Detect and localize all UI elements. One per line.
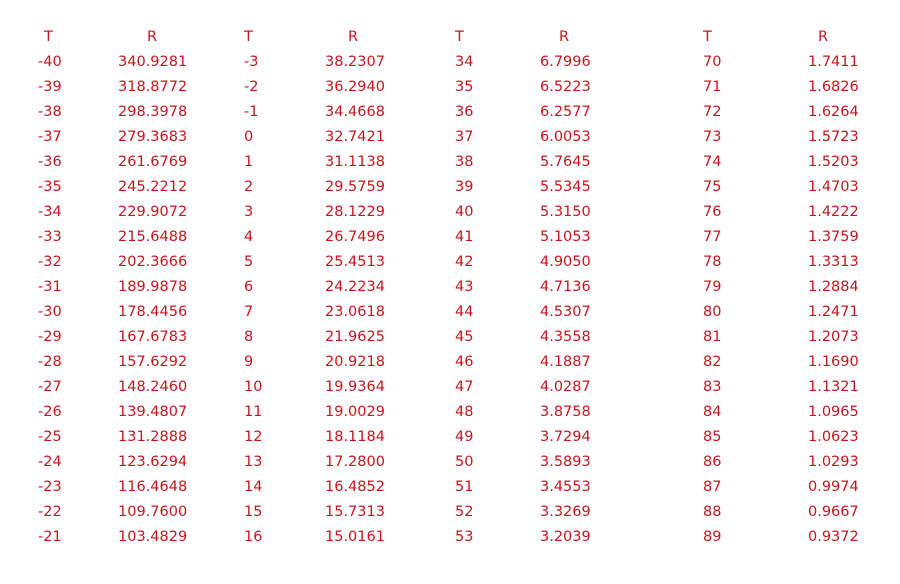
resistance-cell: 20.9218 <box>325 354 385 370</box>
temperature-cell: 37 <box>455 129 474 145</box>
temperature-cell: 52 <box>455 504 474 520</box>
temperature-cell: -35 <box>38 179 62 195</box>
resistance-cell: 32.7421 <box>325 129 385 145</box>
resistance-cell: 4.5307 <box>540 304 591 320</box>
temperature-cell: 41 <box>455 229 474 245</box>
resistance-cell: 31.1138 <box>325 154 385 170</box>
temperature-cell: -23 <box>38 479 62 495</box>
temperature-cell: 78 <box>703 254 722 270</box>
resistance-cell: 318.8772 <box>118 79 188 95</box>
resistance-cell: 1.3313 <box>808 254 859 270</box>
resistance-cell: 19.9364 <box>325 379 385 395</box>
resistance-cell: 21.9625 <box>325 329 385 345</box>
temperature-cell: 70 <box>703 54 722 70</box>
temperature-cell: -26 <box>38 404 62 420</box>
temperature-cell: 83 <box>703 379 722 395</box>
temperature-cell: 3 <box>244 204 254 220</box>
resistance-cell: 19.0029 <box>325 404 385 420</box>
resistance-cell: 36.2940 <box>325 79 385 95</box>
resistance-cell: 5.5345 <box>540 179 591 195</box>
resistance-cell: 15.0161 <box>325 529 385 545</box>
column-header-temperature: T <box>703 29 712 45</box>
temperature-cell: -28 <box>38 354 62 370</box>
resistance-cell: 25.4513 <box>325 254 385 270</box>
resistance-cell: 18.1184 <box>325 429 385 445</box>
temperature-cell: 51 <box>455 479 474 495</box>
temperature-cell: 11 <box>244 404 263 420</box>
resistance-cell: 1.2884 <box>808 279 859 295</box>
temperature-cell: -32 <box>38 254 62 270</box>
resistance-cell: 5.1053 <box>540 229 591 245</box>
column-header-temperature: T <box>44 29 53 45</box>
resistance-cell: 1.0623 <box>808 429 859 445</box>
column-header-resistance: R <box>348 29 359 45</box>
resistance-cell: 3.3269 <box>540 504 591 520</box>
temperature-cell: -30 <box>38 304 62 320</box>
temperature-cell: -2 <box>244 79 259 95</box>
resistance-cell: 4.3558 <box>540 329 591 345</box>
resistance-cell: 116.4648 <box>118 479 188 495</box>
resistance-cell: 109.7600 <box>118 504 188 520</box>
temperature-cell: 0 <box>244 129 254 145</box>
temperature-cell: 16 <box>244 529 263 545</box>
resistance-cell: 245.2212 <box>118 179 188 195</box>
temperature-cell: 77 <box>703 229 722 245</box>
resistance-cell: 0.9974 <box>808 479 859 495</box>
temperature-cell: 49 <box>455 429 474 445</box>
temperature-cell: 35 <box>455 79 474 95</box>
resistance-cell: 131.2888 <box>118 429 188 445</box>
temperature-cell: 40 <box>455 204 474 220</box>
temperature-cell: 7 <box>244 304 254 320</box>
temperature-cell: -31 <box>38 279 62 295</box>
resistance-cell: 3.8758 <box>540 404 591 420</box>
resistance-cell: 202.3666 <box>118 254 188 270</box>
temperature-cell: 5 <box>244 254 254 270</box>
column-header-temperature: T <box>455 29 464 45</box>
resistance-cell: 17.2800 <box>325 454 385 470</box>
resistance-cell: 139.4807 <box>118 404 188 420</box>
temperature-cell: 15 <box>244 504 263 520</box>
resistance-cell: 167.6783 <box>118 329 188 345</box>
resistance-cell: 6.5223 <box>540 79 591 95</box>
resistance-cell: 1.6826 <box>808 79 859 95</box>
temperature-cell: 75 <box>703 179 722 195</box>
temperature-cell: 2 <box>244 179 254 195</box>
temperature-cell: 85 <box>703 429 722 445</box>
resistance-cell: 189.9878 <box>118 279 188 295</box>
temperature-cell: 44 <box>455 304 474 320</box>
temperature-cell: 79 <box>703 279 722 295</box>
resistance-cell: 5.7645 <box>540 154 591 170</box>
temperature-cell: -22 <box>38 504 62 520</box>
temperature-cell: -36 <box>38 154 62 170</box>
resistance-cell: 1.4703 <box>808 179 859 195</box>
temperature-cell: 9 <box>244 354 254 370</box>
temperature-cell: 1 <box>244 154 254 170</box>
temperature-cell: -29 <box>38 329 62 345</box>
resistance-cell: 215.6488 <box>118 229 188 245</box>
resistance-cell: 103.4829 <box>118 529 188 545</box>
temperature-cell: -1 <box>244 104 259 120</box>
temperature-cell: 10 <box>244 379 263 395</box>
temperature-cell: 34 <box>455 54 474 70</box>
resistance-cell: 6.0053 <box>540 129 591 145</box>
temperature-cell: -24 <box>38 454 62 470</box>
resistance-cell: 261.6769 <box>118 154 188 170</box>
resistance-cell: 16.4852 <box>325 479 385 495</box>
temperature-cell: 73 <box>703 129 722 145</box>
resistance-cell: 38.2307 <box>325 54 385 70</box>
resistance-cell: 229.9072 <box>118 204 188 220</box>
temperature-cell: 74 <box>703 154 722 170</box>
resistance-cell: 3.5893 <box>540 454 591 470</box>
resistance-cell: 1.2073 <box>808 329 859 345</box>
column-header-resistance: R <box>559 29 570 45</box>
resistance-cell: 28.1229 <box>325 204 385 220</box>
resistance-cell: 340.9281 <box>118 54 188 70</box>
temperature-cell: 4 <box>244 229 254 245</box>
temperature-cell: -25 <box>38 429 62 445</box>
temperature-cell: 84 <box>703 404 722 420</box>
resistance-cell: 6.7996 <box>540 54 591 70</box>
resistance-cell: 5.3150 <box>540 204 591 220</box>
resistance-cell: 178.4456 <box>118 304 188 320</box>
resistance-cell: 1.0293 <box>808 454 859 470</box>
resistance-cell: 1.5203 <box>808 154 859 170</box>
resistance-cell: 1.1690 <box>808 354 859 370</box>
temperature-cell: -34 <box>38 204 62 220</box>
temperature-cell: -33 <box>38 229 62 245</box>
resistance-cell: 4.0287 <box>540 379 591 395</box>
resistance-cell: 3.7294 <box>540 429 591 445</box>
temperature-cell: 42 <box>455 254 474 270</box>
temperature-cell: 36 <box>455 104 474 120</box>
resistance-cell: 6.2577 <box>540 104 591 120</box>
temperature-cell: 87 <box>703 479 722 495</box>
resistance-cell: 15.7313 <box>325 504 385 520</box>
temperature-cell: -38 <box>38 104 62 120</box>
column-header-resistance: R <box>818 29 829 45</box>
temperature-cell: 48 <box>455 404 474 420</box>
resistance-cell: 29.5759 <box>325 179 385 195</box>
temperature-cell: 39 <box>455 179 474 195</box>
temperature-cell: -37 <box>38 129 62 145</box>
temperature-cell: 8 <box>244 329 254 345</box>
column-header-resistance: R <box>147 29 158 45</box>
temperature-cell: -27 <box>38 379 62 395</box>
temperature-cell: 47 <box>455 379 474 395</box>
temperature-cell: 71 <box>703 79 722 95</box>
resistance-cell: 4.7136 <box>540 279 591 295</box>
resistance-cell: 1.6264 <box>808 104 859 120</box>
temperature-cell: 88 <box>703 504 722 520</box>
temperature-cell: 86 <box>703 454 722 470</box>
temperature-cell: 80 <box>703 304 722 320</box>
temperature-cell: -39 <box>38 79 62 95</box>
column-header-temperature: T <box>244 29 253 45</box>
temperature-cell: 14 <box>244 479 263 495</box>
resistance-cell: 1.7411 <box>808 54 859 70</box>
temperature-cell: 81 <box>703 329 722 345</box>
resistance-cell: 1.5723 <box>808 129 859 145</box>
resistance-cell: 4.9050 <box>540 254 591 270</box>
resistance-cell: 279.3683 <box>118 129 188 145</box>
temperature-cell: 50 <box>455 454 474 470</box>
resistance-cell: 157.6292 <box>118 354 188 370</box>
temperature-cell: -40 <box>38 54 62 70</box>
resistance-cell: 1.2471 <box>808 304 859 320</box>
resistance-cell: 34.4668 <box>325 104 385 120</box>
resistance-cell: 1.3759 <box>808 229 859 245</box>
resistance-cell: 1.4222 <box>808 204 859 220</box>
temperature-cell: 53 <box>455 529 474 545</box>
temperature-cell: 89 <box>703 529 722 545</box>
temperature-cell: -3 <box>244 54 259 70</box>
resistance-cell: 0.9667 <box>808 504 859 520</box>
temperature-cell: -21 <box>38 529 62 545</box>
resistance-cell: 0.9372 <box>808 529 859 545</box>
temperature-cell: 82 <box>703 354 722 370</box>
temperature-cell: 45 <box>455 329 474 345</box>
resistance-cell: 1.1321 <box>808 379 859 395</box>
temperature-cell: 38 <box>455 154 474 170</box>
resistance-cell: 26.7496 <box>325 229 385 245</box>
temperature-cell: 76 <box>703 204 722 220</box>
temperature-cell: 6 <box>244 279 254 295</box>
resistance-cell: 24.2234 <box>325 279 385 295</box>
resistance-cell: 3.2039 <box>540 529 591 545</box>
temperature-cell: 46 <box>455 354 474 370</box>
resistance-cell: 298.3978 <box>118 104 188 120</box>
resistance-cell: 4.1887 <box>540 354 591 370</box>
temperature-cell: 72 <box>703 104 722 120</box>
temperature-cell: 13 <box>244 454 263 470</box>
resistance-cell: 1.0965 <box>808 404 859 420</box>
resistance-cell: 23.0618 <box>325 304 385 320</box>
resistance-cell: 3.4553 <box>540 479 591 495</box>
temperature-cell: 43 <box>455 279 474 295</box>
resistance-cell: 148.2460 <box>118 379 188 395</box>
resistance-cell: 123.6294 <box>118 454 188 470</box>
temperature-cell: 12 <box>244 429 263 445</box>
